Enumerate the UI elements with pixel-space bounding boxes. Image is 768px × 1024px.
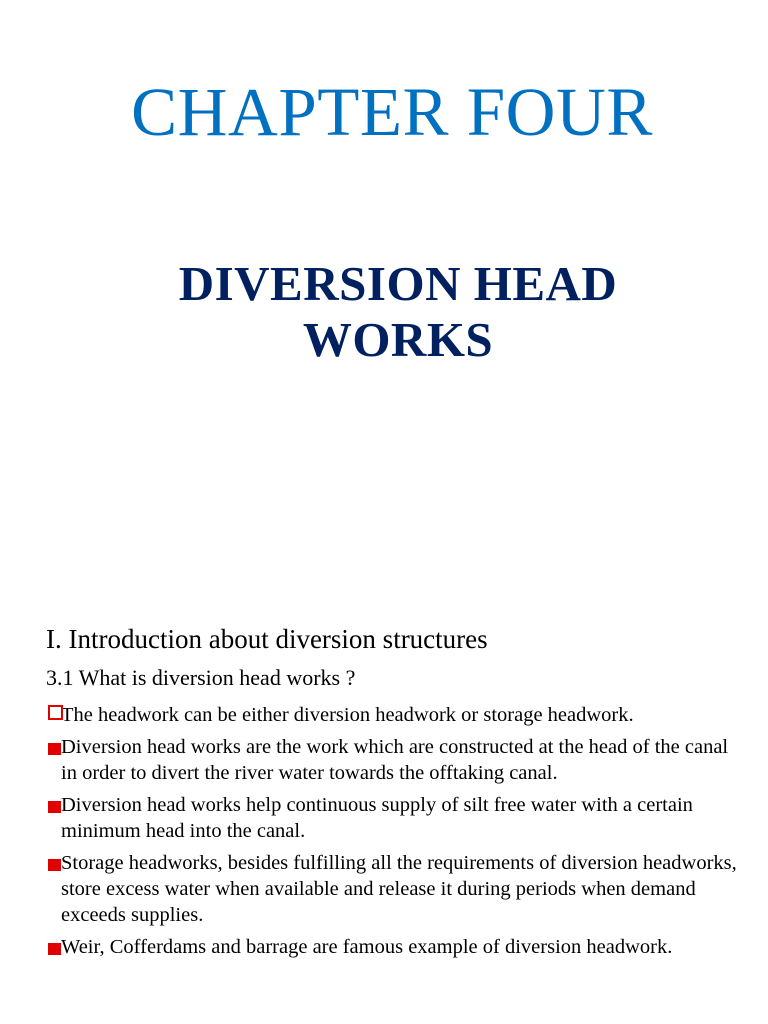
section-heading: I. Introduction about diversion structures (46, 624, 488, 654)
bullet-text: Diversion head works help continuous supply of silt free water with a certain minimum head into the canal. (61, 794, 693, 842)
solid-square-icon (48, 801, 61, 813)
topic-title (0, 256, 768, 368)
hollow-square-icon (48, 705, 63, 720)
bullet-item (46, 934, 746, 960)
topic-title-line-1: DIVERSION HEAD (178, 256, 618, 311)
subsection-heading: 3.1 What is diversion head works ? (46, 665, 356, 690)
bullet-text: Diversion head works are the work which are constructed at the head of the canal in order to divert the river water towards the offtaking canal. (61, 736, 729, 784)
bullet-item (46, 792, 746, 844)
bullet-list (46, 702, 746, 966)
bullet-item (46, 734, 746, 786)
bullet-text: Weir, Cofferdams and barrage are famous example of diversion headwork. (61, 936, 673, 958)
topic-title-line-2: WORKS (302, 312, 494, 367)
bullet-text: The headwork can be either diversion headwork or storage headwork. (61, 704, 634, 726)
bullet-item (46, 702, 746, 728)
solid-square-icon (48, 743, 61, 755)
chapter-title: CHAPTER FOUR (131, 74, 653, 150)
solid-square-icon (48, 859, 61, 871)
solid-square-icon (48, 943, 61, 955)
bullet-item (46, 850, 746, 928)
bullet-text: Storage headworks, besides fulfilling all the requirements of diversion headworks, store excess water when available and release it during periods when demand exceeds supplies. (61, 852, 737, 926)
